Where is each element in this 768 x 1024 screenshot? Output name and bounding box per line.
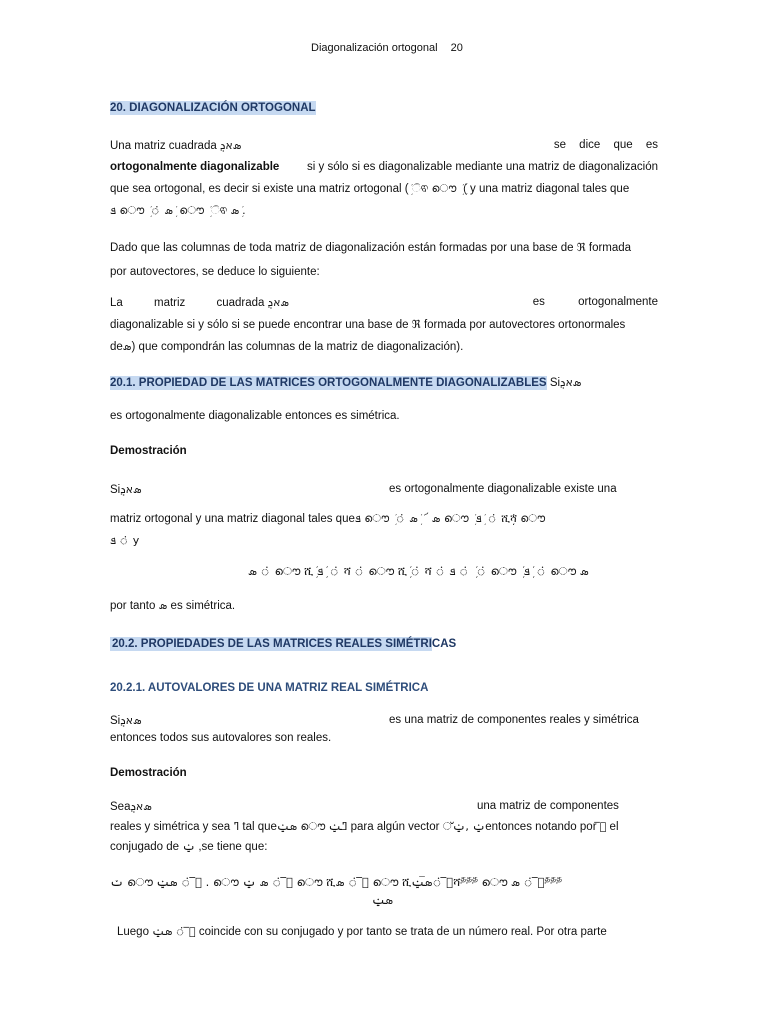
demo2-line-final <box>117 925 607 940</box>
section-heading-20-1-line <box>110 376 582 390</box>
demo-title-1: Demostración <box>110 445 187 457</box>
l3-symbol: ܣאܯ <box>130 800 152 813</box>
p1-text-d: que sea ortogonal, es decir si existe una matriz <box>110 183 351 195</box>
eq1-sup2: ததத <box>544 874 563 884</box>
p3-text-a: La matriz cuadrada <box>110 297 265 309</box>
d1-symbol: ܣאܯ <box>120 483 142 496</box>
l1-symbol: ܣאܯ <box>120 714 142 727</box>
p3-text-f: ) que compondrán las columnas de la matriz <box>131 341 358 353</box>
p3-text-c: diagonalizable si y sólo si se puede encontrar una base de <box>110 319 409 331</box>
l6-symbol: ݔ̅ ் ܣݔ <box>152 925 196 938</box>
s202-line1 <box>110 714 650 728</box>
d2-text-a: matriz ortogonal <box>110 513 193 525</box>
l4-symbol-c: ݔ ,ݔ് <box>442 820 486 833</box>
eq1-main: ݖ ൌ ݔ̅ ் ܣݔ . ൌ ݔ̅ ் ܣ ݔ ൌ ሺݔ̅ ் ܣ ൌ ሺݔ̅ ்ܣ̅ݔሻ <box>110 874 461 889</box>
l5-symbol: ݔ <box>182 840 196 853</box>
l4-symbol-d: ݔ̅ <box>599 820 607 833</box>
l1-si: Si <box>110 715 121 727</box>
demo1-line1 <box>110 483 630 497</box>
demo2-line2 <box>110 820 619 834</box>
l4-symbol-b: ܣݔ ൌ ߣݔ <box>276 820 348 833</box>
paragraph-definition <box>110 135 658 222</box>
eq1-tail: ൌ ݔ̅ ் ܣ <box>481 874 545 889</box>
equation-conjugate <box>110 874 562 891</box>
paragraph-columns <box>110 236 631 284</box>
p3-text-g: de diagonalización). <box>361 341 464 353</box>
d2-text-b: y una matriz diagonal <box>195 513 305 525</box>
p3-text-e: de <box>110 341 123 353</box>
p1-text-e: ortogonal ( <box>353 183 409 195</box>
p3-text-d: formada por autovectores ortonormales <box>423 319 626 331</box>
p1-bold-term: ortogonalmente diagonalizable <box>110 161 280 173</box>
equation-transpose: ܣ ் ൌ ሺܲ ܦ ܲ ் ሻ ் ൌ ሺܲ ் ሻ ் ܦ ் ܲ ் ൌ ܲ ܦ ܲ ் ൌ ܣ <box>248 564 589 578</box>
l4-text-e: el <box>609 821 619 833</box>
demo1-line2 <box>110 512 545 527</box>
l6-text-a: Luego <box>117 926 149 938</box>
p3-symbol-a: ܣאܯ <box>267 296 290 309</box>
s201-line2: es ortogonalmente diagonalizable entonces es simétrica. <box>110 410 400 422</box>
p1-symbol-b: ܲ ିଵ ൌ ܲ <box>408 182 460 195</box>
eq1-sup: ததத <box>460 874 478 884</box>
l5-text-b: ,se tiene que: <box>198 841 268 853</box>
l4-text-b: tal que <box>242 821 277 833</box>
p3-symbol-b: ℜ <box>411 318 421 331</box>
p1-text-b: se dice que es <box>553 139 658 151</box>
p2-text: Dado que las columnas de toda matriz de diagonalización están formadas por una base de <box>110 242 574 254</box>
l4-text-c: para algún vector <box>350 821 440 833</box>
p3-symbol-c: ܣ <box>122 340 132 353</box>
l4-text-a: reales y simétrica y sea <box>110 821 231 833</box>
section-heading-20: 20. DIAGONALIZACIÓN ORTOGONAL <box>110 102 316 114</box>
header-title: Diagonalización ortogonal <box>311 42 438 54</box>
p2-symbol: ℜ <box>576 241 586 254</box>
demo2-line3 <box>110 840 267 853</box>
d4-text-a: por tanto <box>110 600 156 612</box>
p1-text-f: (ܲ y una matriz diagonal <box>463 183 580 195</box>
d1-text: es ortogonalmente diagonalizable existe una <box>389 483 617 495</box>
l3-text: una matriz de componentes <box>477 800 619 812</box>
d4-text-b: es simétrica. <box>170 600 236 612</box>
l4-text-d: entonces notando por <box>485 821 597 833</box>
p1-text-a: Una matriz cuadrada <box>110 140 217 152</box>
p1-text-c: si y sólo si es diagonalizable mediante una matriz de diagonalización <box>307 161 658 173</box>
d1-si: Si <box>110 484 121 496</box>
equation-conjugate-line2: ܣݔ <box>372 893 394 907</box>
p1-symbol-c: ܦ ൌ ܲ ் ܣ ܲ ൌ ܲ ିଵ ܣ ܲ. <box>110 204 246 217</box>
demo1-conclusion <box>110 599 235 613</box>
section-heading-20-2: 20.2. PROPIEDADES DE LAS MATRICES REALES SIMÉTRICAS <box>112 638 457 650</box>
p3-text-b: es ortogonalmente <box>532 296 658 308</box>
demo2-line1 <box>110 800 650 814</box>
section-heading-20-1: 20.1. PROPIEDAD DE LAS MATRICES ORTOGONALMENTE DIAGONALIZABLES <box>110 377 547 389</box>
p2-text-b: formada <box>588 242 632 254</box>
d4-symbol: ܣ <box>158 599 168 612</box>
paragraph-statement <box>110 292 658 358</box>
l5-text-a: conjugado de <box>110 841 180 853</box>
l3-sea: Sea <box>110 801 131 813</box>
header-page-number: 20 <box>450 42 463 54</box>
p2-text-c: por autovectores, se deduce lo siguiente: <box>110 266 320 278</box>
p1-symbol-a: ܣאܯ <box>219 139 242 152</box>
demo-title-2: Demostración <box>110 767 187 779</box>
s201-si: Si <box>549 377 561 389</box>
s201-symbol: ܣאܯ <box>560 376 582 389</box>
s202-line2: entonces todos sus autovalores son reales. <box>110 732 332 744</box>
p1-text-g: tales que <box>582 183 630 195</box>
d2-text-c: tales que <box>308 513 355 525</box>
demo1-line3: ܦ ் y <box>110 534 140 547</box>
l6-text-b: coincide con su conjugado y por tanto se trata de un número real. Por otra parte <box>198 926 607 938</box>
l1-text: es una matriz de componentes reales y simétrica <box>389 714 639 726</box>
d2-symbol: ܦ ൌ ܲ ் ܣ ܲ ՜ ܣ ൌ ܲ ܦ ܲ ் ሺܲܲܲܲሻ ൌ <box>354 512 546 525</box>
page-header <box>311 42 463 54</box>
subsection-heading-20-2-1: 20.2.1. AUTOVALORES DE UNA MATRIZ REAL SIMÉTRICA <box>110 682 429 694</box>
l4-symbol-a: ߣ <box>233 820 240 833</box>
